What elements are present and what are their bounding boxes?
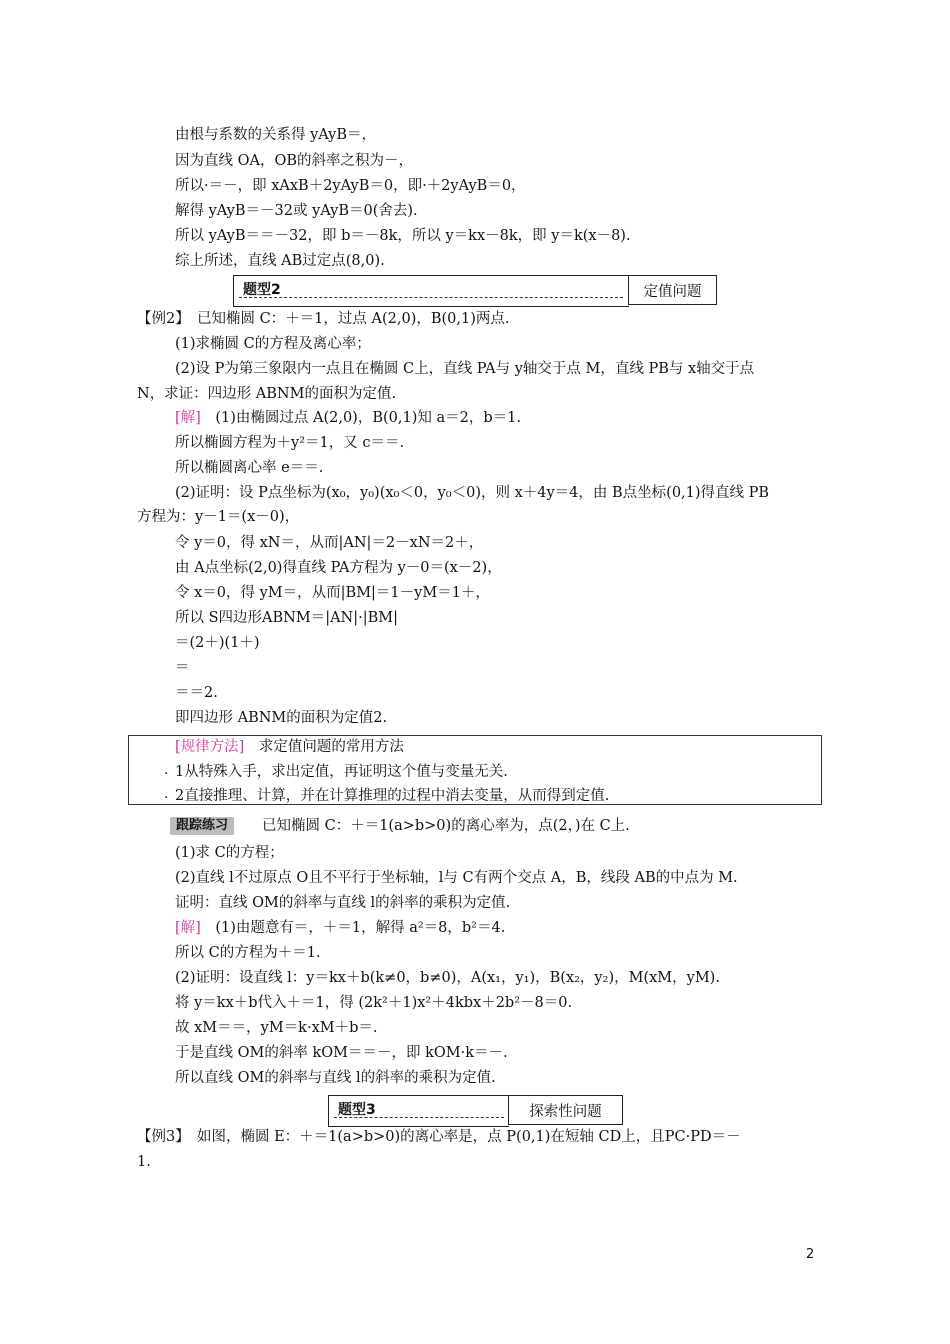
- question-1: (1)求椭圆 C的方程及离心率；: [175, 336, 371, 352]
- example-tag: 【例3】: [137, 1129, 183, 1145]
- track-question: 证明：直线 OM的斜率与直线 l的斜率的乘积为定值.: [175, 895, 511, 911]
- solution-line: 由 A点坐标(2,0)得直线 PA方程为 y－0＝(x－2)，: [175, 560, 502, 576]
- solution-line: 所以 S四边形ABNM＝|AN|·|BM|: [175, 610, 399, 626]
- text-line: 解得 yAyB＝－32或 yAyB＝0(舍去).: [175, 203, 418, 219]
- section-label: 题型2: [243, 282, 281, 298]
- example-tag: 【例2】: [137, 311, 183, 327]
- solution-line: (2)证明：设 P点坐标为(x₀，y₀)(x₀＜0，y₀＜0)，则 x＋4y＝4，由 B点坐标(0,1)得直线 PB: [175, 485, 770, 501]
- method-item: 2直接推理、计算，并在计算推理的过程中消去变量，从而得到定值.: [175, 788, 610, 804]
- solution-tag: [解]: [175, 920, 201, 936]
- text-line: 所以·＝－，即 xAxB＋2yAyB＝0，即·＋2yAyB＝0，: [175, 178, 526, 194]
- section-title: 探索性问题: [508, 1095, 623, 1125]
- solution-tag: [解]: [175, 410, 201, 426]
- question-2: (2)设 P为第三象限内一点且在椭圆 C上，直线 PA与 y轴交于点 M，直线 PB与 x轴交于点: [175, 361, 755, 377]
- method-tag: [规律方法]: [175, 739, 245, 755]
- solution-line: 所以椭圆离心率 e＝＝.: [175, 460, 324, 476]
- track-stem: 已知椭圆 C：＋＝1(a>b>0)的离心率为，点(2，)在 C上.: [262, 818, 630, 834]
- text-line: 所以 yAyB＝＝－32，即 b＝－8k，所以 y＝kx－8k，即 y＝k(x－8).: [175, 228, 631, 244]
- solution-line: [解] (1)由椭圆过点 A(2,0)，B(0,1)知 a＝2，b＝1.: [175, 410, 521, 426]
- section-label: 题型3: [338, 1102, 376, 1118]
- section-header-type2: [233, 275, 717, 305]
- solution-line: 于是直线 OM的斜率 kOM＝＝－，即 kOM·k＝－.: [175, 1045, 508, 1061]
- text-line: 综上所述，直线 AB过定点(8,0).: [175, 253, 385, 269]
- example-stem: 【例2】 已知椭圆 C：＋＝1，过点 A(2,0)，B(0,1)两点.: [137, 311, 510, 327]
- example-stem-cont: 1.: [137, 1154, 151, 1170]
- solution-line: 将 y＝kx＋b代入＋＝1，得 (2k²＋1)x²＋4kbx＋2b²－8＝0.: [175, 995, 573, 1011]
- example-stem: 【例3】 如图，椭圆 E：＋＝1(a>b>0)的离心率是，点 P(0,1)在短轴 CD上，且PC·PD＝－: [137, 1129, 741, 1145]
- track-practice-label: 跟踪练习: [170, 817, 234, 835]
- solution-line: 故 xM＝＝，yM＝k·xM＋b＝.: [175, 1020, 378, 1036]
- text-line: 由根与系数的关系得 yAyB＝，: [175, 127, 377, 143]
- section-header-type3: [328, 1095, 623, 1125]
- solution-line: 令 y＝0，得 xN＝，从而|AN|＝2－xN＝2＋，: [175, 535, 484, 551]
- solution-line: (2)证明：设直线 l：y＝kx＋b(k≠0，b≠0)，A(x₁，y₁)，B(x₂，y₂)，M(xM，yM).: [175, 970, 720, 986]
- solution-line: [解] (1)由题意有＝，＋＝1，解得 a²＝8，b²＝4.: [175, 920, 506, 936]
- method-item: 1从特殊入手，求出定值，再证明这个值与变量无关.: [175, 764, 508, 780]
- bullet-dot: .: [164, 786, 169, 802]
- solution-line: 即四边形 ABNM的面积为定值2.: [175, 710, 388, 726]
- method-title: [规律方法] 求定值问题的常用方法: [175, 739, 404, 755]
- bullet-dot: .: [164, 762, 169, 778]
- question-2-cont: N，求证：四边形 ABNM的面积为定值.: [137, 386, 397, 402]
- solution-line: 所以椭圆方程为＋y²＝1，又 c＝＝.: [175, 435, 405, 451]
- solution-line: 所以 C的方程为＋＝1.: [175, 945, 321, 961]
- solution-line: ＝: [175, 660, 190, 676]
- section-title: 定值问题: [628, 275, 717, 305]
- track-question: (2)直线 l不过原点 O且不平行于坐标轴，l与 C有两个交点 A，B，线段 AB的中点为 M.: [175, 870, 738, 886]
- solution-line: 所以直线 OM的斜率与直线 l的斜率的乘积为定值.: [175, 1070, 496, 1086]
- page-number: 2: [806, 1247, 815, 1262]
- track-question: (1)求 C的方程；: [175, 845, 284, 861]
- solution-line: 令 x＝0，得 yM＝，从而|BM|＝1－yM＝1＋，: [175, 585, 490, 601]
- solution-line: ＝(2＋)(1＋): [175, 635, 260, 651]
- solution-line: 方程为：y－1＝(x－0)，: [137, 509, 300, 525]
- solution-line: ＝＝2.: [175, 685, 218, 701]
- text-line: 因为直线 OA，OB的斜率之积为－，: [175, 153, 414, 169]
